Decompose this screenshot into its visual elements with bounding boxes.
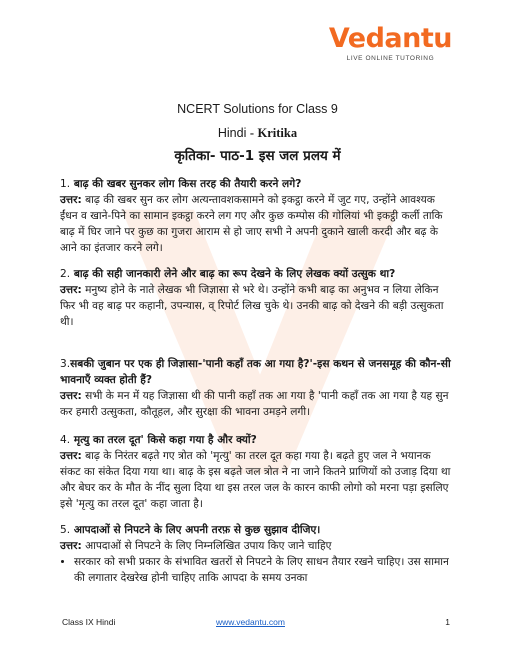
answer-text: बाढ़ की खबर सुन कर लोग अत्यन्तावशकसामने को इकट्ठा करने में जुट गए, उन्होंने आवश्यक ईंधन व खाने-पिने का सामान इकट्ठा करने लग गए और कुछ कम्पोस की गोलियां भी इकट्ठी कर्ली ताकि बाढ़ में घिर जाने पर कुछ का गुजरा आराम से हो जाए सभी ने अपनी दुकाने खाली करदी और बढ़ के आने का इंतजार करने लगे। xyxy=(60,194,443,255)
answer-label: उत्तर: xyxy=(60,194,82,207)
chapter-title: कृतिका- पाठ-1 इस जल प्रलय में xyxy=(174,148,341,164)
answer-text: बाढ़ के निरंतर बढ़ते गए त्रोत को 'मृत्यु' का तरल दूत कहा गया है। बढ़ते हुए जल ने भयानक संकट का संकेत दिया गया था। बाढ़ के इस बढ़ते जल त्रोत ने ना जाने कितने प्राणियों को उजाड़ दिया था और बेघर कर के मौत के नींद सुला दिया था इस तरल जल के कारन काफी लोगो को मरना पड़ा इसलिए इसे 'मृत्यु का तरल दूत' कहा जाता है। xyxy=(60,450,451,511)
subject-separator: - xyxy=(249,126,255,140)
question-1 xyxy=(60,176,452,192)
question-text: सबकी जुबान पर एक ही जिज्ञासा-'पानी कहाँ तक आ गया है?'-इस कथन से जनसमूह की कौन-सी भावनाएँ व्यक्त होती हैं? xyxy=(60,358,451,387)
question-number: 3. xyxy=(60,358,71,370)
qa-item-2 xyxy=(60,266,452,330)
answer-label: उत्तर: xyxy=(60,390,82,403)
question-5 xyxy=(60,522,452,538)
question-text: आपदाओं से निपटने के लिए अपनी तरफ़ से कुछ सुझाव दीजिए। xyxy=(73,524,321,536)
brand-logo xyxy=(329,24,452,62)
answer-label: उत्तर: xyxy=(60,450,82,463)
question-4 xyxy=(60,432,452,448)
question-number: 1. xyxy=(60,178,71,190)
subject-line xyxy=(60,126,455,141)
question-number: 5. xyxy=(60,524,71,536)
answer-5 xyxy=(60,538,452,554)
question-number: 2. xyxy=(60,268,71,280)
answer-2 xyxy=(60,282,452,330)
book-name: Kritika xyxy=(257,126,298,140)
answer-label: उत्तर: xyxy=(60,284,82,297)
footer-class-label: Class IX Hindi xyxy=(62,617,116,627)
qa-item-5 xyxy=(60,522,452,586)
page-number: 1 xyxy=(445,617,450,627)
list-item: • सरकार को सभी प्रकार के संभावित खतरों से निपटने के लिए साधन तैयार रखने चाहिए। उस सामान की लगातार देखरेख होनी चाहिए ताकि आपदा के समय उनका xyxy=(74,554,452,586)
logo-tagline: LIVE ONLINE TUTORING xyxy=(346,55,435,62)
question-text: बाढ़ की सही जानकारी लेने और बाढ़ का रूप देखने के लिए लेखक क्यों उत्सुक था? xyxy=(73,268,396,280)
footer-website-link[interactable]: www.vedantu.com xyxy=(216,617,285,627)
answer-text: सभी के मन में यह जिज्ञासा थी की पानी कहाँ तक आ गया है 'पानी कहाँ तक आ गया है यह सुन कर हमारी उत्सुकता, कौतूहल, और सुरक्षा की भावना उमड़ने लगी। xyxy=(60,390,449,419)
question-2 xyxy=(60,266,452,282)
qa-item-4 xyxy=(60,432,452,512)
qa-item-1 xyxy=(60,176,452,256)
question-text: मृत्यु का तरल दूत' किसे कहा गया है और क्यों? xyxy=(73,434,257,446)
subject-name: Hindi xyxy=(217,126,247,140)
question-number: 4. xyxy=(60,434,71,446)
qa-item-3 xyxy=(60,356,452,420)
answer-text: मनुष्य होने के नाते लेखक भी जिज्ञासा से भरे थे। उन्होंने कभी बाढ़ का अनुभव न लिया लेकिन फिर भी वह बाढ़ पर कहानी, उपन्यास, व् रिपोर्ट लिख चुके थे। उनकी बाढ़ को देखने की बड़ी उत्सुकता थी। xyxy=(60,284,444,329)
document-title: NCERT Solutions for Class 9 xyxy=(177,102,338,116)
answer-3 xyxy=(60,388,452,420)
answer-label: उत्तर: xyxy=(60,540,82,553)
logo-wordmark: Vedantu xyxy=(328,23,452,54)
question-text: बाढ़ की खबर सुनकर लोग किस तरह की तैयारी करने लगे? xyxy=(73,178,302,190)
question-3 xyxy=(60,356,452,388)
answer-text: आपदाओं से निपटने के लिए निम्नलिखित उपाय किए जाने चाहिए xyxy=(85,540,332,553)
answer-4 xyxy=(60,448,452,512)
suggestion-list xyxy=(60,554,452,586)
answer-1 xyxy=(60,192,452,256)
